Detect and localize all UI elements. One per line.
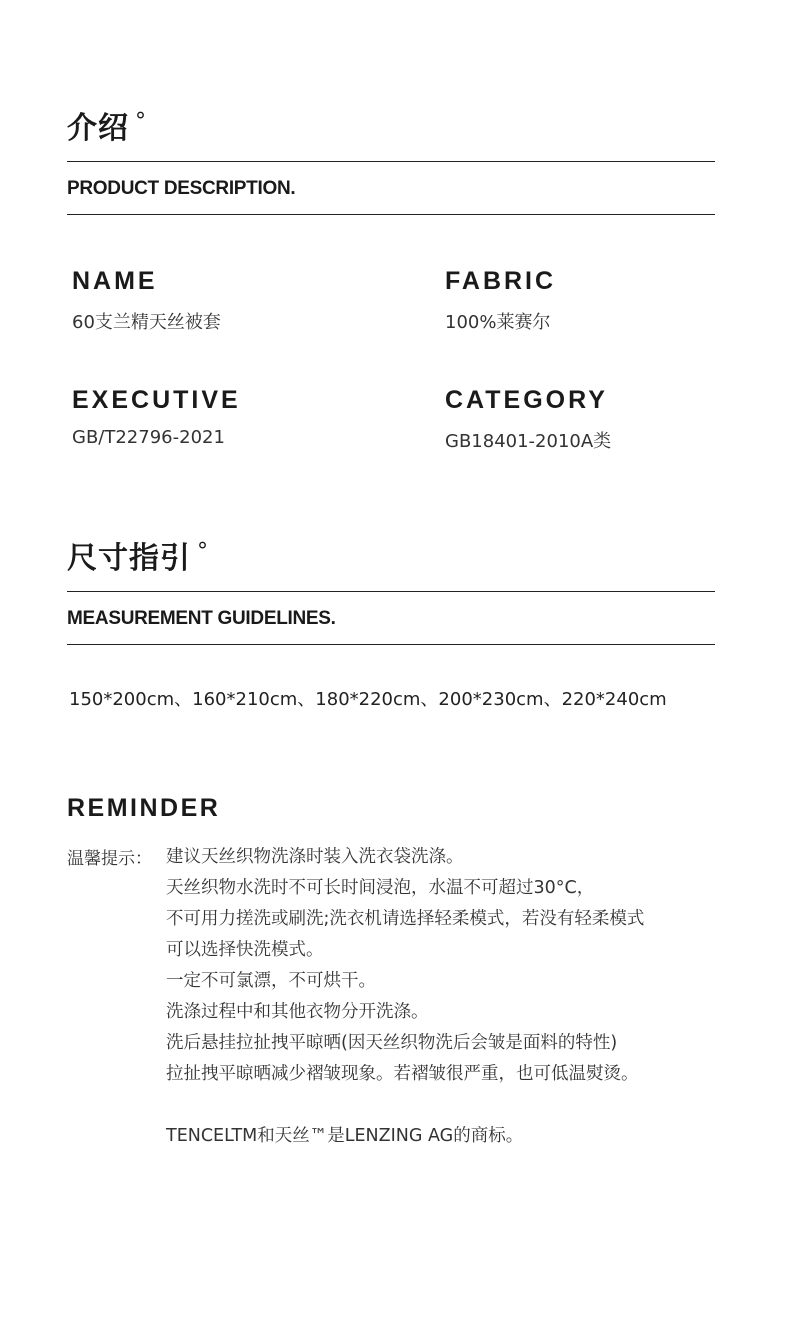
- reminder-label: 温馨提示：: [67, 849, 152, 869]
- reminder-line: 洗涤过程中和其他衣物分开洗涤。: [166, 1002, 429, 1022]
- degree-mark: °: [197, 539, 209, 564]
- product-description-subtitle: PRODUCT DESCRIPTION.: [67, 178, 296, 199]
- size-heading: [67, 533, 209, 577]
- name-label: NAME: [72, 267, 158, 295]
- fabric-label: FABRIC: [445, 267, 557, 295]
- reminder-line: 建议天丝织物洗涤时装入洗衣袋洗涤。: [166, 847, 464, 867]
- reminder-line: 天丝织物水洗时不可长时间浸泡，水温不可超过30°C，: [166, 878, 595, 898]
- size-title: 尺寸指引: [67, 541, 191, 576]
- executive-value: GB/T22796-2021: [72, 427, 225, 448]
- category-label: CATEGORY: [445, 386, 608, 414]
- degree-mark: °: [135, 109, 147, 134]
- name-value: 60支兰精天丝被套: [72, 312, 221, 333]
- measurement-subtitle: MEASUREMENT GUIDELINES.: [67, 608, 336, 629]
- divider: [67, 161, 715, 162]
- divider: [67, 214, 715, 215]
- trademark-note: TENCELTM和天丝™是LENZING AG的商标。: [166, 1126, 524, 1146]
- size-list: 150*200cm、160*210cm、180*220cm、200*230cm、220*240cm: [69, 689, 667, 710]
- reminder-line: 洗后悬挂拉扯拽平晾晒(因天丝织物洗后会皱是面料的特性): [166, 1033, 618, 1053]
- reminder-line: 一定不可氯漂，不可烘干。: [166, 971, 376, 991]
- divider: [67, 591, 715, 592]
- category-value: GB18401-2010A类: [445, 431, 612, 452]
- intro-title: 介绍: [67, 111, 129, 146]
- reminder-line: 拉扯拽平晾晒减少褶皱现象。若褶皱很严重，也可低温熨烫。: [166, 1064, 639, 1084]
- executive-label: EXECUTIVE: [72, 386, 241, 414]
- reminder-title: REMINDER: [67, 794, 221, 822]
- reminder-line: 不可用力搓洗或刷洗;洗衣机请选择轻柔模式，若没有轻柔模式: [166, 909, 645, 929]
- fabric-value: 100%莱赛尔: [445, 312, 551, 333]
- reminder-line: 可以选择快洗模式。: [166, 940, 324, 960]
- intro-heading: [67, 103, 147, 147]
- divider: [67, 644, 715, 645]
